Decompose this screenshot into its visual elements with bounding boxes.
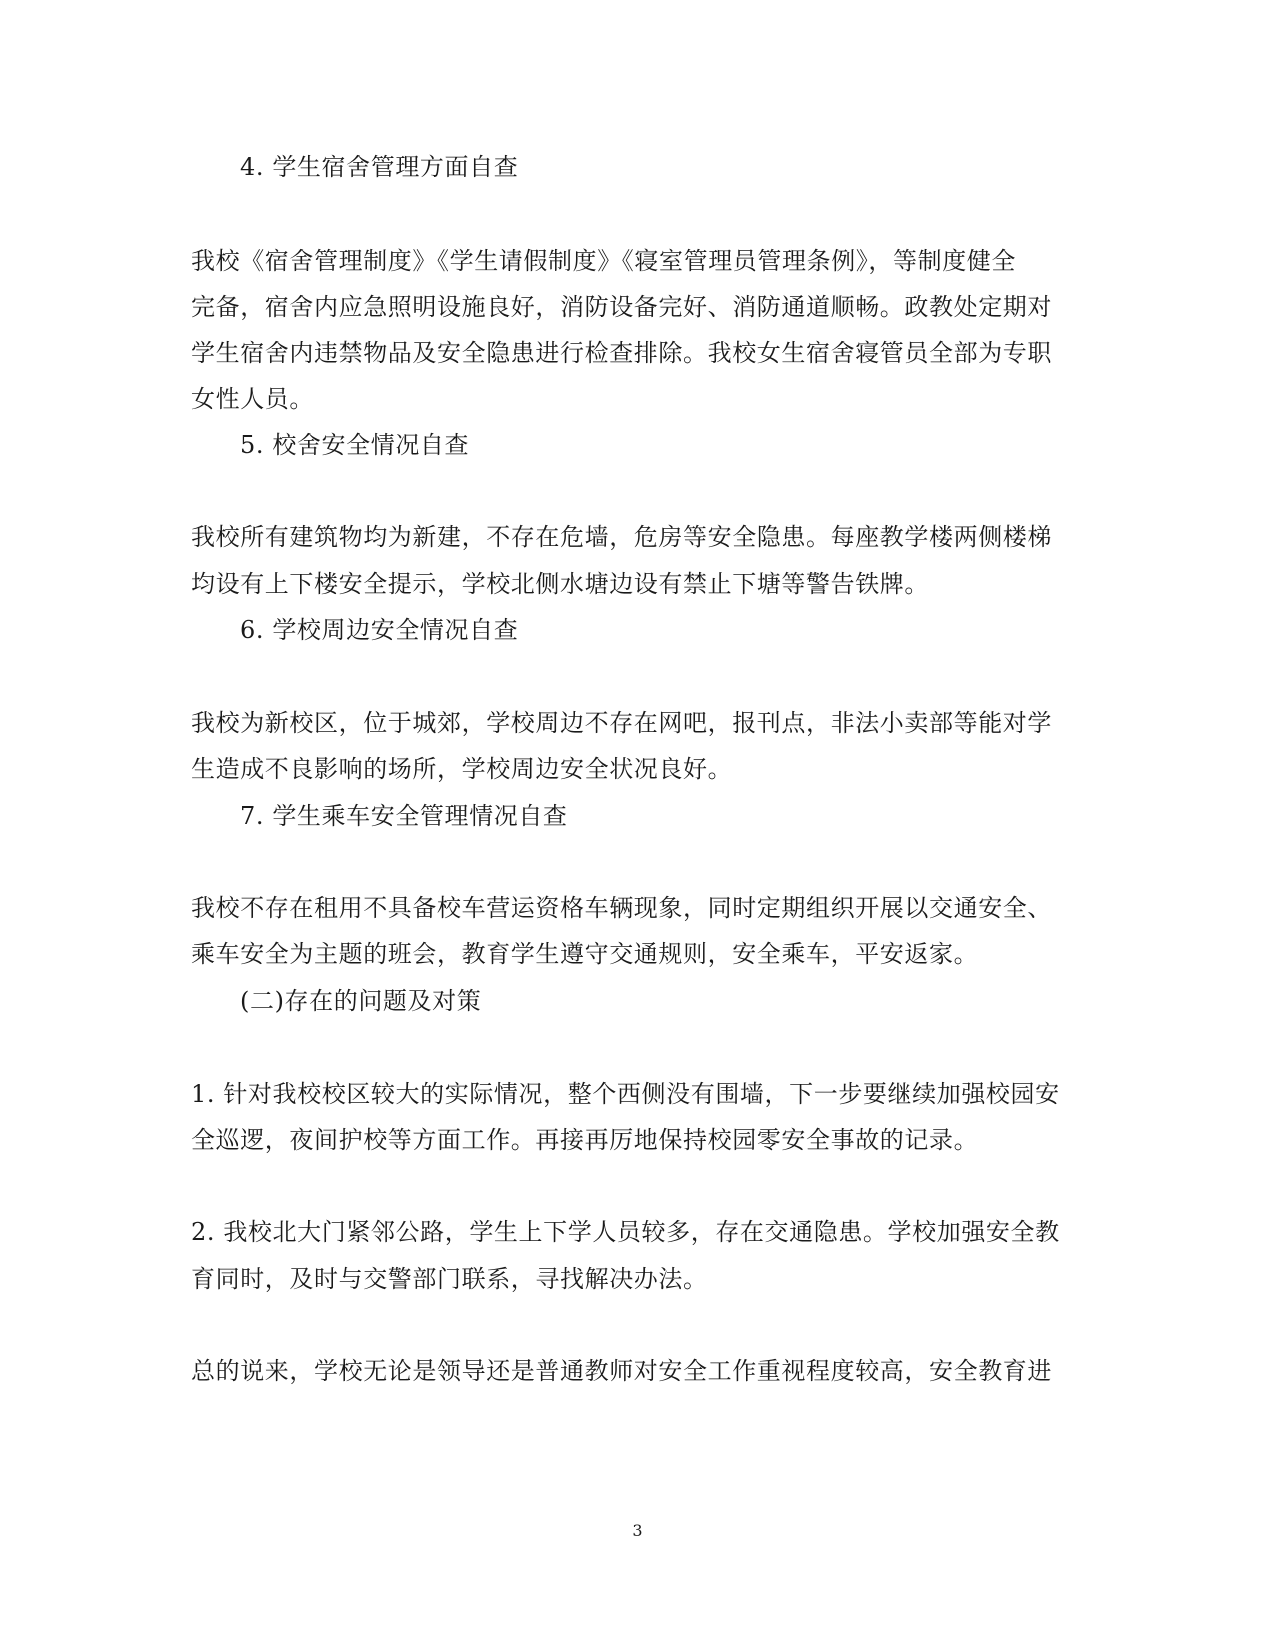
page-number: 3 [632,1521,643,1540]
paragraph-line: 我校为新校区，位于城郊，学校周边不存在网吧，报刊点，非法小卖部等能对学 [191,709,1052,737]
paragraph-line: 2. 我校北大门紧邻公路，学生上下学人员较多，存在交通隐患。学校加强安全教 [191,1218,1060,1246]
paragraph-line: 我校所有建筑物均为新建，不存在危墙，危房等安全隐患。每座教学楼两侧楼梯 [191,523,1052,551]
section-heading-7: 7. 学生乘车安全管理情况自查 [240,802,568,830]
section-heading-6: 6. 学校周边安全情况自查 [240,616,519,644]
paragraph-line: 学生宿舍内违禁物品及安全隐患进行检查排除。我校女生宿舍寝管员全部为专职 [191,339,1052,367]
paragraph-line: 女性人员。 [191,385,314,413]
section-heading-5: 5. 校舍安全情况自查 [240,431,470,459]
paragraph-line: 乘车安全为主题的班会，教育学生遵守交通规则，安全乘车，平安返家。 [191,940,979,968]
paragraph-line: 均设有上下楼安全提示，学校北侧水塘边设有禁止下塘等警告铁牌。 [191,570,929,598]
paragraph-line: 全巡逻，夜间护校等方面工作。再接再厉地保持校园零安全事故的记录。 [191,1126,979,1154]
paragraph-line: 生造成不良影响的场所，学校周边安全状况良好。 [191,755,733,783]
paragraph-line: 完备，宿舍内应急照明设施良好，消防设备完好、消防通道顺畅。政教处定期对 [191,293,1052,321]
paragraph-line: 我校《宿舍管理制度》《学生请假制度》《寝室管理员管理条例》，等制度健全 [191,247,1016,275]
paragraph-line: 我校不存在租用不具备校车营运资格车辆现象，同时定期组织开展以交通安全、 [191,894,1052,922]
section-heading-4: 4. 学生宿舍管理方面自查 [240,153,519,181]
section-heading-problems: (二)存在的问题及对策 [240,987,482,1015]
paragraph-line: 1. 针对我校校区较大的实际情况，整个西侧没有围墙，下一步要继续加强校园安 [191,1080,1060,1108]
paragraph-line: 总的说来，学校无论是领导还是普通教师对安全工作重视程度较高，安全教育进 [191,1357,1052,1385]
paragraph-line: 育同时，及时与交警部门联系，寻找解决办法。 [191,1265,708,1293]
